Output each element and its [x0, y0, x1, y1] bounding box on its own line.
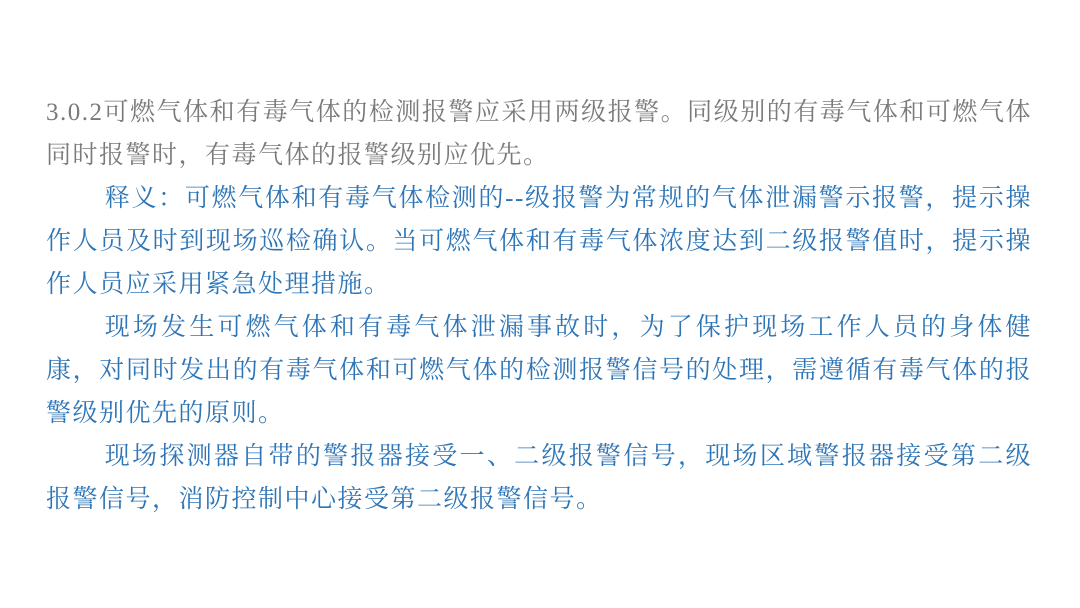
interpretation-paragraph-2: 现场发生可燃气体和有毒气体泄漏事故时，为了保护现场工作人员的身体健康，对同时发出的有毒气体和可燃气体的检测报警信号的处理，需遵循有毒气体的报警级别优先的原则。 [46, 314, 1032, 427]
interpretation-paragraph-1: 释义：可燃气体和有毒气体检测的--级报警为常规的气体泄漏警示报警，提示操作人员及时到现场巡检确认。当可燃气体和有毒气体浓度达到二级报警值时，提示操作人员应采用紧急处理措施。 [46, 185, 1032, 298]
clause-paragraph: 3.0.2可燃气体和有毒气体的检测报警应采用两级报警。同级别的有毒气体和可燃气体同时报警时，有毒气体的报警级别应优先。 [46, 99, 1032, 169]
interpretation-paragraph-3: 现场探测器自带的警报器接受一、二级报警信号，现场区域警报器接受第二级报警信号，消防控制中心接受第二级报警信号。 [46, 443, 1032, 513]
